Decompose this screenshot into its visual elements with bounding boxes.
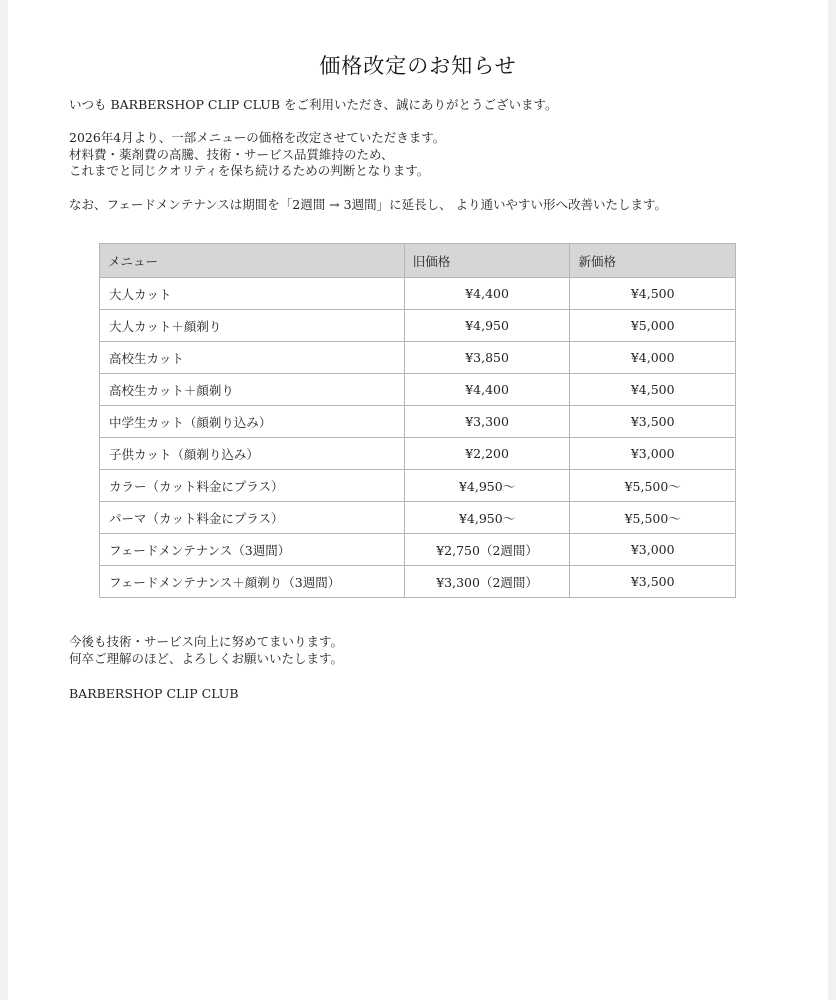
menu-cell: フェードメンテナンス＋顔剃り（3週間） xyxy=(100,566,405,598)
closing-line: 今後も技術・サービス向上に努めてまいります。 xyxy=(69,634,344,649)
menu-cell: 子供カット（顔剃り込み） xyxy=(100,438,405,470)
new-price-cell: ¥4,000 xyxy=(570,342,736,374)
signature-text: BARBERSHOP CLIP CLUB xyxy=(69,686,239,701)
table-row xyxy=(100,278,736,310)
table-row xyxy=(100,374,736,406)
menu-cell: 中学生カット（顔剃り込み） xyxy=(100,406,405,438)
header-old-price: 旧価格 xyxy=(404,244,570,278)
table-row xyxy=(100,406,736,438)
old-price-cell: ¥2,200 xyxy=(404,438,570,470)
old-price-cell: ¥4,950〜 xyxy=(404,470,570,502)
table-row xyxy=(100,342,736,374)
intro-line: いつも BARBERSHOP CLIP CLUB をご利用いただき、誠にありがとうございます。 xyxy=(69,97,558,112)
menu-cell: 高校生カット＋顔剃り xyxy=(100,374,405,406)
new-price-cell: ¥3,000 xyxy=(570,534,736,566)
fade-note-line: なお、フェードメンテナンスは期間を「2週間 → 3週間」に延長し、 より通いやすい形へ改善いたします。 xyxy=(69,197,668,212)
table-row xyxy=(100,438,736,470)
table-row xyxy=(100,534,736,566)
intro-text xyxy=(69,97,809,114)
menu-cell: 高校生カット xyxy=(100,342,405,374)
notice-line: 材料費・薬剤費の高騰、技術・サービス品質維持のため、 xyxy=(69,146,394,162)
old-price-cell: ¥3,300（2週間） xyxy=(404,566,570,598)
menu-cell: 大人カット＋顔剃り xyxy=(100,310,405,342)
old-price-cell: ¥4,950〜 xyxy=(404,502,570,534)
closing-paragraph xyxy=(69,634,809,667)
new-price-cell: ¥4,500 xyxy=(570,374,736,406)
new-price-cell: ¥3,500 xyxy=(570,566,736,598)
table-row xyxy=(100,310,736,342)
new-price-cell: ¥5,000 xyxy=(570,310,736,342)
old-price-cell: ¥4,400 xyxy=(404,374,570,406)
table-header-row xyxy=(100,244,736,278)
old-price-cell: ¥3,300 xyxy=(404,406,570,438)
notice-paragraph xyxy=(69,130,809,180)
notice-line: 2026年4月より、一部メニューの価格を改定させていただきます。 xyxy=(69,130,446,145)
new-price-cell: ¥3,500 xyxy=(570,406,736,438)
old-price-cell: ¥3,850 xyxy=(404,342,570,374)
table-row xyxy=(100,566,736,598)
notice-line: これまでと同じクオリティを保ち続けるための判断となります。 xyxy=(69,163,430,178)
menu-cell: パーマ（カット料金にプラス） xyxy=(100,502,405,534)
menu-cell: 大人カット xyxy=(100,278,405,310)
document-page xyxy=(8,0,828,1000)
signature xyxy=(69,686,809,703)
price-table xyxy=(99,243,736,598)
old-price-cell: ¥4,950 xyxy=(404,310,570,342)
table-row xyxy=(100,502,736,534)
header-new-price: 新価格 xyxy=(570,244,736,278)
old-price-cell: ¥2,750（2週間） xyxy=(404,534,570,566)
header-menu: メニュー xyxy=(100,244,405,278)
old-price-cell: ¥4,400 xyxy=(404,278,570,310)
new-price-cell: ¥5,500〜 xyxy=(570,502,736,534)
table-row xyxy=(100,470,736,502)
page-title: 価格改定のお知らせ xyxy=(319,54,517,78)
menu-cell: フェードメンテナンス（3週間） xyxy=(100,534,405,566)
fade-note xyxy=(69,197,809,214)
new-price-cell: ¥3,000 xyxy=(570,438,736,470)
closing-line: 何卒ご理解のほど、よろしくお願いいたします。 xyxy=(69,650,344,666)
new-price-cell: ¥4,500 xyxy=(570,278,736,310)
menu-cell: カラー（カット料金にプラス） xyxy=(100,470,405,502)
new-price-cell: ¥5,500〜 xyxy=(570,470,736,502)
